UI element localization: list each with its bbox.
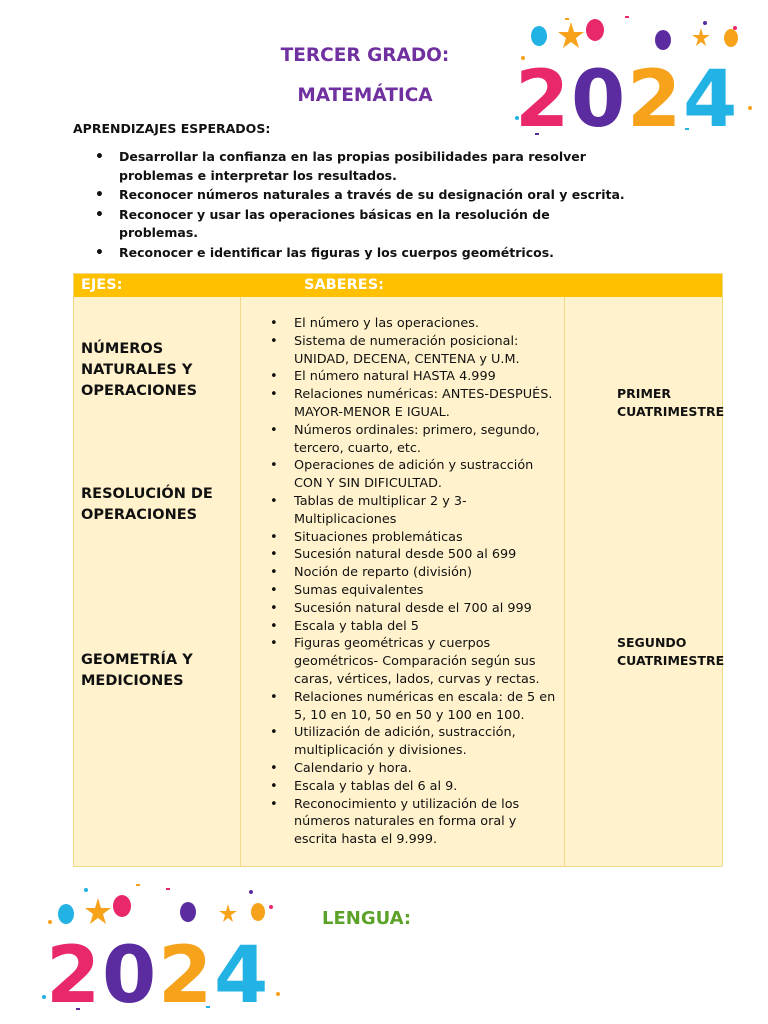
saber-item: • Escala y tabla del 5 bbox=[250, 618, 558, 636]
year-2024-logo bbox=[36, 882, 286, 1014]
logo-digit: 2 bbox=[515, 55, 570, 140]
logo-digit: 0 bbox=[571, 55, 626, 140]
saber-item: • Sucesión natural desde 500 al 699 bbox=[250, 546, 558, 564]
eje-geometria: GEOMETRÍA Y MEDICIONES bbox=[81, 652, 193, 689]
saber-item: • Reconocimiento y utilización de los números naturales en forma oral y escrita hasta el 9.999. bbox=[250, 796, 558, 849]
saber-item: • Operaciones de adición y sustracción CON Y SIN DIFICULTAD. bbox=[250, 457, 558, 493]
segundo-cuatrimestre: SEGUNDO CUATRIMESTRE bbox=[617, 635, 725, 668]
aprendizaje-item: • Desarrollar la confianza en las propias posibilidades para resolver problemas e interpretar los resultados. bbox=[73, 148, 633, 185]
subject-title: MATEMÁTICA bbox=[297, 85, 433, 106]
header-ejes: EJES: bbox=[81, 277, 123, 293]
star-icon bbox=[85, 898, 237, 924]
column-divider bbox=[240, 297, 241, 866]
saber-item: • Utilización de adición, sustracción, multiplicación y divisiones. bbox=[250, 724, 558, 760]
star-icon bbox=[558, 22, 710, 48]
saber-item: • Sumas equivalentes bbox=[250, 582, 558, 600]
saber-item: • Noción de reparto (división) bbox=[250, 564, 558, 582]
table-header bbox=[74, 274, 722, 297]
saberes-list bbox=[250, 315, 558, 849]
saber-item: • Números ordinales: primero, segundo, tercero, cuarto, etc. bbox=[250, 422, 558, 458]
aprendizaje-item: • Reconocer y usar las operaciones básicas en la resolución de problemas. bbox=[73, 206, 633, 243]
logo-digit: 2 bbox=[46, 931, 101, 1014]
header-saberes: SABERES: bbox=[304, 277, 384, 293]
saber-item: • Calendario y hora. bbox=[250, 760, 558, 778]
saber-item: • Sucesión natural desde el 700 al 999 bbox=[250, 600, 558, 618]
saber-item: • Situaciones problemáticas bbox=[250, 529, 558, 547]
saber-item: • Figuras geométricas y cuerpos geométricos- Comparación según sus caras, vértices, lados, curvas y rectas. bbox=[250, 635, 558, 688]
curriculum-table bbox=[73, 273, 723, 867]
saber-item: • Tablas de multiplicar 2 y 3- Multiplicaciones bbox=[250, 493, 558, 529]
logo-digit: 4 bbox=[214, 931, 269, 1014]
saber-item: • Relaciones numéricas: ANTES-DESPUÉS. MAYOR-MENOR E IGUAL. bbox=[250, 386, 558, 422]
logo-digit: 4 bbox=[683, 55, 738, 140]
saber-item: • Escala y tablas del 6 al 9. bbox=[250, 778, 558, 796]
saber-item: • El número y las operaciones. bbox=[250, 315, 558, 333]
year-2024-logo bbox=[505, 8, 755, 140]
aprendizaje-item: • Reconocer números naturales a través de su designación oral y escrita. bbox=[73, 186, 633, 205]
saber-item: • El número natural HASTA 4.999 bbox=[250, 368, 558, 386]
aprendizajes-heading: APRENDIZAJES ESPERADOS: bbox=[73, 121, 271, 136]
aprendizaje-item: • Reconocer e identificar las figuras y los cuerpos geométricos. bbox=[73, 244, 633, 263]
logo-digit: 2 bbox=[158, 931, 213, 1014]
column-divider bbox=[564, 297, 565, 866]
saber-item: • Sistema de numeración posicional: UNIDAD, DECENA, CENTENA y U.M. bbox=[250, 333, 558, 369]
logo-digit: 2 bbox=[627, 55, 682, 140]
grade-title: TERCER GRADO: bbox=[280, 45, 450, 66]
primer-cuatrimestre: PRIMER CUATRIMESTRE bbox=[617, 386, 725, 419]
aprendizajes-list bbox=[73, 148, 633, 263]
saber-item: • Relaciones numéricas en escala: de 5 en 5, 10 en 10, 50 en 50 y 100 en 100. bbox=[250, 689, 558, 725]
lengua-heading: LENGUA: bbox=[322, 908, 412, 929]
eje-resolucion: RESOLUCIÓN DE OPERACIONES bbox=[81, 486, 213, 523]
eje-numeros: NÚMEROS NATURALES Y OPERACIONES bbox=[81, 341, 198, 399]
logo-digit: 0 bbox=[102, 931, 157, 1014]
